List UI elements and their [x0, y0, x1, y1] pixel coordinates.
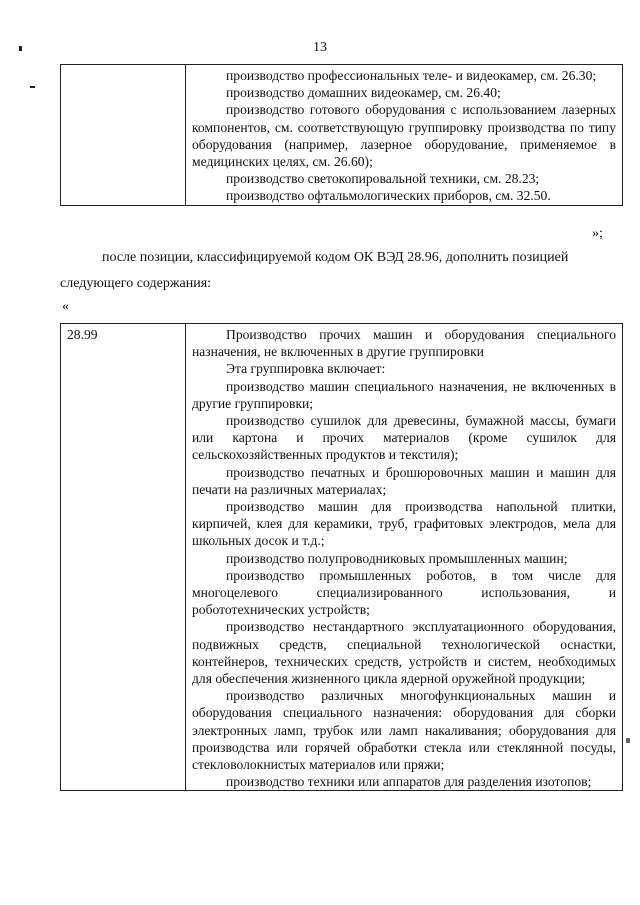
margin-mark: [626, 738, 630, 743]
table-row: [61, 324, 623, 791]
closing-quote: »;: [592, 226, 603, 241]
description-paragraph: производство машин для производства напольной плитки, кирпичей, клея для керамики, труб, графитовых электродов, мела для школьных досок и т.д.;: [192, 499, 616, 549]
classification-table-top: [60, 64, 623, 206]
description-paragraph: производство сушилок для древесины, бумажной массы, бумаги или картона и прочих материалов (кроме сушилок для сельскохозяйственных продуктов и текстиля);: [192, 413, 616, 463]
description-paragraph: Эта группировка включает:: [226, 361, 386, 377]
description-paragraph: производство печатных и брошюровочных машин и машин для печати на различных материалах;: [192, 464, 616, 497]
margin-mark: [30, 86, 35, 88]
description-paragraph: производство домашних видеокамер, см. 26.40;: [226, 85, 501, 101]
description-paragraph: производство профессиональных теле- и видеокамер, см. 26.30;: [226, 68, 597, 83]
table-row: [61, 65, 623, 206]
description-paragraph: производство светокопировальной техники, см. 28.23;: [226, 171, 540, 187]
opening-quote: «: [62, 299, 69, 314]
page-number: 13: [313, 40, 327, 55]
description-paragraph: производство готового оборудования с использованием лазерных компонентов, см. соответствующую группировку производства по типу оборудования (например, лазерное оборудование, применяемое в медицинских целях, см. 26.60);: [192, 102, 616, 170]
body-text: после позиции, классифицируемой кодом ОК ВЭД 28.96, дополнить позицией: [102, 250, 569, 265]
classification-table-main: [60, 323, 623, 791]
description-heading: Производство прочих машин и оборудования специального назначения, не включенных в другие группировки: [192, 327, 616, 360]
margin-mark: [19, 46, 22, 51]
code-cell: [61, 65, 186, 206]
description-paragraph: производство промышленных роботов, в том числе для многоцелевого специализированного использования, и робототехнических устройств;: [192, 567, 616, 618]
description-paragraph: производство офтальмологических приборов, см. 32.50.: [226, 188, 551, 204]
description-paragraph: производство нестандартного эксплуатационного оборудования, подвижных средств, специальной технологической оснастки, контейнеров, технических средств, устройств и систем, необходимых для обеспечения жизненного цикла ядерной оружейной продукции;: [192, 619, 616, 687]
code-cell: 28.99: [61, 324, 186, 791]
description-paragraph: производство техники или аппаратов для разделения изотопов;: [226, 774, 592, 790]
body-text: следующего содержания:: [60, 276, 212, 291]
description-cell: [186, 65, 623, 206]
description-cell: [186, 324, 623, 791]
description-paragraph: производство различных многофункциональных машин и оборудования специального назначения: оборудования для сборки электронных ламп, трубок или ламп накаливания; оборудования для производства или горячей обработки стекла или стеклянной посуды, стекловолокнистых материалов или пряжи;: [192, 688, 616, 773]
description-paragraph: производство полупроводниковых промышленных машин;: [226, 550, 568, 566]
description-paragraph: производство машин специального назначения, не включенных в другие группировки;: [192, 378, 616, 411]
